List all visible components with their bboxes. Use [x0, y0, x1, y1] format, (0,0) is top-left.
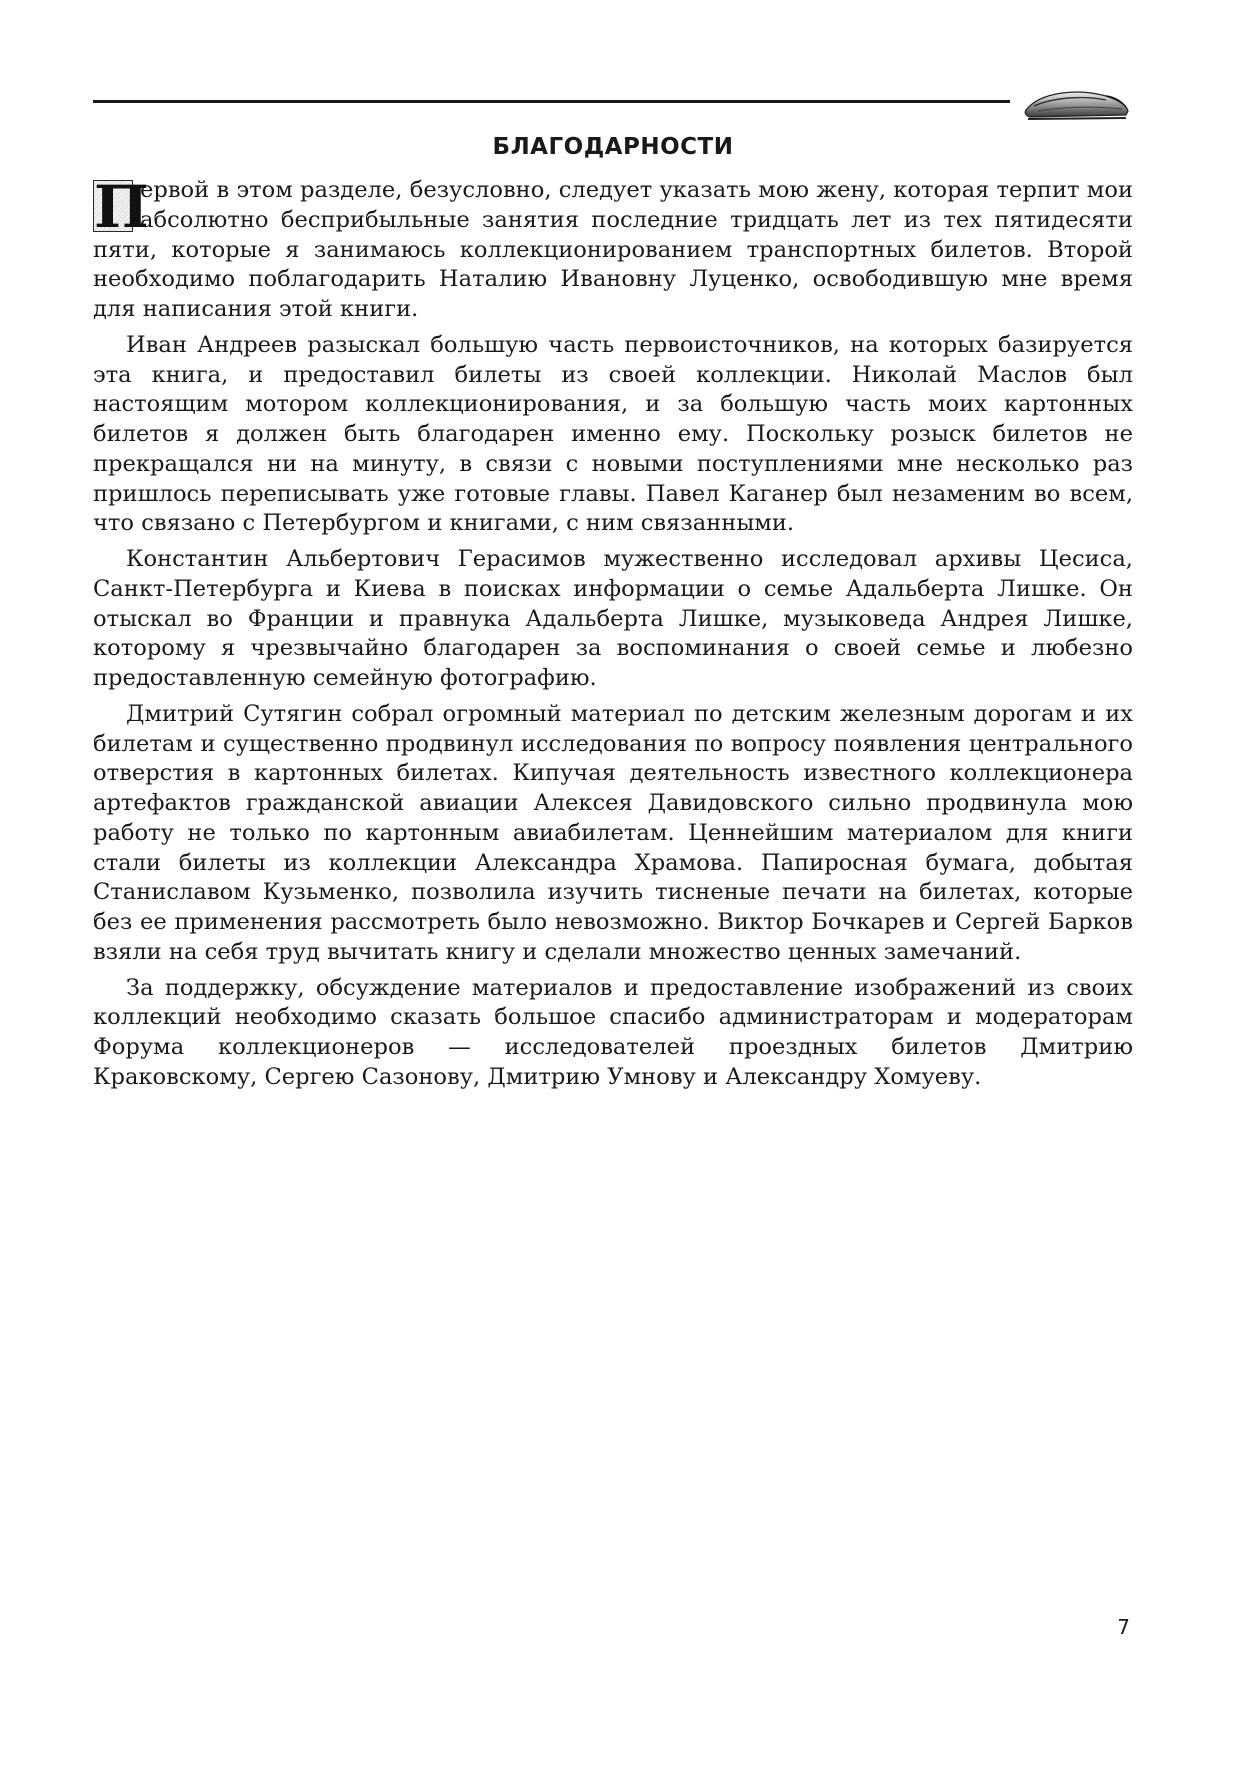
- paragraph-1: [93, 173, 1133, 325]
- page-title: БЛАГОДАРНОСТИ: [492, 134, 734, 160]
- high-speed-train-icon: [1022, 80, 1130, 126]
- paragraph-3: Константин Альбертович Герасимов мужественно исследовал архивы Цесиса, Санкт-Петербурга и Киева в поисках информации о семье Адальберта Лишке. Он отыскал во Франции и правнука Адальберта Лишке, музыковеда Андрея Лишке, которому я чрезвычайно благодарен за воспоминания о своей семье и любезно предоставленную семейную фотографию.: [93, 546, 1133, 691]
- header-rule: [93, 100, 1010, 103]
- page-number: 7: [1117, 1615, 1130, 1639]
- paragraph-text: ервой в этом разделе, безусловно, следует указать мою жену, которая терпит мои абсолютно бесприбыльные занятия последние тридцать лет из тех пятидесяти пяти, которые я занимаюсь коллекционированием транспортных билетов. Второй необходимо поблагодарить Наталию Ивановну Луценко, освободившую мне время для написания этой книги.: [93, 177, 1133, 322]
- paragraph-4: Дмитрий Сутягин собрал огромный материал по детским железным дорогам и их билетам и существенно продвинул исследования по вопросу появления центрального отверстия в картонных билетах. Кипучая деятельность известного коллекционера артефактов гражданской авиации Алексея Давидовского сильно продвинула мою работу не только по картонным авиабилетам. Ценнейшим материалом для книги стали билеты из коллекции Александра Храмова. Папиросная бумага, добытая Станиславом Кузьменко, позволила изучить тисненые печати на билетах, которые без ее применения рассмотреть было невозможно. Виктор Бочкарев и Сергей Барков взяли на себя труд вычитать книгу и сделали множество ценных замечаний.: [93, 700, 1133, 965]
- drop-cap: [93, 173, 149, 241]
- text-body: [93, 173, 1133, 1099]
- paragraph-2: Иван Андреев разыскал большую часть первоисточников, на которых базируется эта книга, и предоставил билеты из своей коллекции. Николай Маслов был настоящим мотором коллекционирования, и за большую часть моих картонных билетов я должен быть благодарен именно ему. Поскольку розыск билетов не прекращался ни на минуту, в связи с новыми поступлениями мне несколько раз пришлось переписывать уже готовые главы. Павел Каганер был незаменим во всем, что связано с Петербургом и книгами, с ним связанными.: [93, 331, 1133, 537]
- drop-cap-letter: П: [94, 173, 149, 241]
- paragraph-5: За поддержку, обсуждение материалов и предоставление изображений из своих коллекций необходимо сказать большое спасибо администраторам и модераторам Форума коллекционеров — исследователей проездных билетов Дмитрию Краковскому, Сергею Сазонову, Дмитрию Умнову и Александру Хомуеву.: [93, 974, 1133, 1090]
